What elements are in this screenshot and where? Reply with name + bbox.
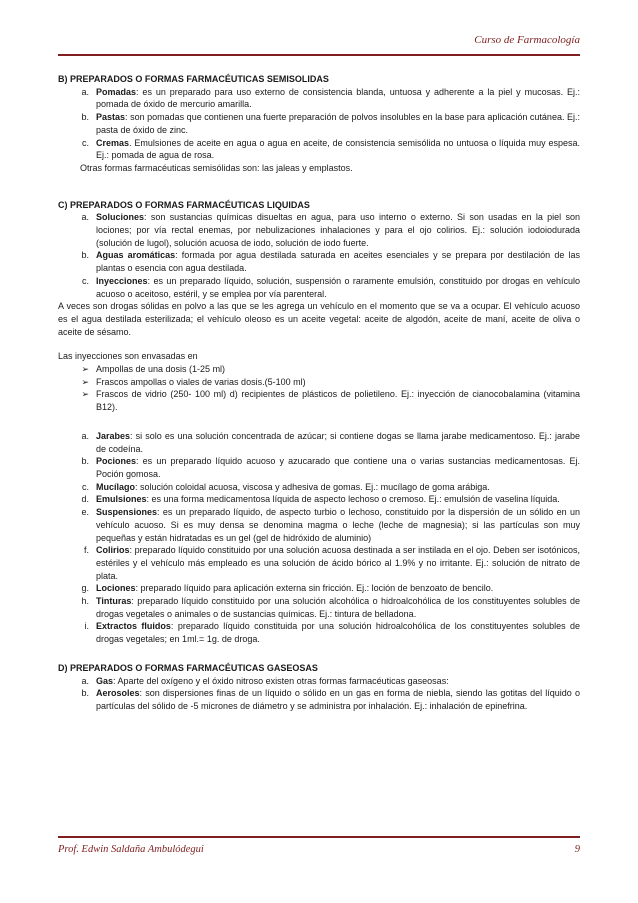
term: Pomadas (96, 86, 137, 97)
term: Extractos fluidos (96, 621, 171, 632)
bullet-text: Frascos de vidrio (250- 100 ml) d) recipientes de plásticos de polietileno. Ej.: inyección de cianocobalamina (vitamina B12). (96, 389, 580, 413)
page-number: 9 (574, 844, 580, 855)
definition: : preparado líquido constituida por una solución hidroalcohólica de los constituyentes solubles de drogas vegetales; en 1ml.= 1g. de droga. (96, 621, 581, 645)
definition: : son sustancias químicas disueltas en agua, para uso interno o externo. Si son usadas en la piel son lociones; por vía rectal enemas, por nebulizaciones inhalaciones y para el ojo colirios. Ej.: solución iodoiodurada (solución de lugol), solución acuosa de iodo, solución de iodo fuerte. (96, 212, 580, 248)
bullet-text: Frascos ampollas o viales de varias dosis.(5-100 ml) (96, 376, 306, 387)
list-item (58, 111, 580, 136)
list-marker: g. (81, 583, 89, 594)
section-b-title: B) PREPARADOS O FORMAS FARMACÉUTICAS SEMISOLIDAS (58, 74, 329, 84)
section-b-note: Otras formas farmacéuticas semisólidas son: las jaleas y emplastos. (80, 162, 353, 173)
list-item (58, 687, 580, 712)
term: Jarabes (96, 430, 131, 441)
page-header (58, 32, 580, 56)
definition: : si solo es una solución concentrada de azúcar; si contiene dogas se llama jarabe medicamentoso. Ej.: jarabe de codeína. (96, 430, 580, 454)
definition: : es un preparado líquido, de aspecto turbio o lechoso, constituido por la dispersión de un sólido en un vehículo acuoso. Si es muy densa se denomina magma o leche (leche de magnesia); si las partículas son muy pequeñas y están hidratadas es un gel (gel de hidróxido de aluminio) (96, 507, 580, 543)
list-item (58, 455, 580, 480)
definition: : preparado líquido constituido por una solución acuosa destinada a ser instilada en el ojo. Deben ser isotónicos, estériles y el vehículo más empleado es una solución de ácido bórico al 1.9% y no irritante. Ej.: solución de nitrato de plata. (96, 545, 580, 581)
page-content (58, 73, 580, 713)
list-item (58, 430, 580, 455)
list-marker: a. (81, 675, 89, 686)
term: Colirios (96, 545, 130, 556)
list-item (58, 544, 580, 582)
term: Tinturas (96, 596, 132, 607)
definition: . Emulsiones de aceite en agua o agua en aceite, de consistencia semisólida no untuosa o líquida muy espesa. Ej.: pomada de agua de rosa. (96, 137, 580, 161)
footer-author: Prof. Edwin Saldaña Ambulódegui (58, 844, 204, 855)
section-c-list-2 (58, 430, 580, 646)
list-item (58, 481, 580, 494)
definition: : preparado líquido constituido por una solución alcohólica o hidroalcohólica de los constituyentes solubles de drogas vegetales o animales o de sustancias químicas. Ej.: tintura de belladona. (96, 596, 580, 619)
term: Lociones (96, 583, 136, 594)
list-item (58, 506, 580, 544)
definition: : es una forma medicamentosa líquida de aspecto lechoso o cremoso. Ej.: emulsión de vaselina líquida. (146, 494, 560, 505)
list-item (58, 493, 580, 506)
list-marker: a. (81, 212, 89, 223)
term: Emulsiones (96, 494, 147, 505)
list-marker: h. (81, 596, 89, 607)
list-marker: e. (81, 507, 89, 518)
term: Mucílago (96, 481, 136, 492)
list-item (58, 675, 580, 688)
term: Soluciones (96, 212, 145, 223)
section-d-title: D) PREPARADOS O FORMAS FARMACÉUTICAS GASEOSAS (58, 662, 318, 673)
header-title: Curso de Farmacología (474, 34, 580, 46)
section-b-list (58, 86, 580, 162)
list-item (58, 582, 580, 595)
list-item (58, 86, 580, 111)
section-d-list (58, 675, 580, 713)
term: Aguas aromáticas (96, 250, 176, 261)
definition: : es un preparado para uso externo de consistencia blanda, untuosa y adherente a la piel y mucosas. Ej.: pomada de óxido de mercurio amarilla. (96, 86, 580, 110)
term: Aerosoles (96, 688, 140, 699)
list-item (58, 595, 580, 620)
list-marker: a. (81, 86, 89, 97)
definition: : Aparte del oxígeno y el óxido nitroso existen otras formas farmacéuticas gaseosas: (113, 675, 449, 686)
page-footer (58, 836, 580, 855)
definition: : son pomadas que contienen una fuerte preparación de polvos insolubles en la base para aplicación cutánea. Ej.: pasta de óxido de zinc. (96, 112, 580, 135)
section-c-title: C) PREPARADOS O FORMAS FARMACÉUTICAS LIQUIDAS (58, 199, 310, 210)
term: Pastas (96, 112, 126, 123)
section-c-list (58, 211, 580, 300)
term: Pociones (96, 456, 137, 467)
envasadas-bullets (58, 363, 580, 414)
list-item (58, 275, 580, 300)
list-item (58, 620, 580, 645)
list-marker: c. (81, 481, 89, 492)
list-marker: i. (84, 621, 89, 632)
definition: : es un preparado líquido, solución, suspensión o raramente emulsión, constituido por drogas en vehículo acuoso o aceitoso, estéril, y se emplea por vía parenteral. (96, 275, 580, 299)
bullet-item (58, 363, 580, 376)
definition: : es un preparado líquido acuoso y azucarado que contiene una o varias sustancias medicamentosas. Ej. Poción gomosa. (96, 456, 580, 479)
vehicle-paragraph: A veces son drogas sólidas en polvo a las que se les agrega un vehículo en el momento que se va a ocupar. El vehículo acuoso es el agua destilada esterilizada; el vehículo oleoso es un aceite vegetal: aceite de algodón, aceite de maní, aceite de oliva o aceite de sésamo. (58, 301, 580, 337)
definition: : son dispersiones finas de un líquido o sólido en un gas en forma de niebla, siendo las gotitas del líquido o partículas del sólido de -5 micrones de diámetro y se administra por inhalación. Ej.: inhalación de epinefrina. (96, 688, 580, 711)
definition: : solución coloidal acuosa, viscosa y adhesiva de gomas. Ej.: mucílago de goma arábiga. (135, 481, 490, 492)
bullet-arrow-icon: ➢ (81, 389, 89, 400)
bullet-item (58, 376, 580, 389)
definition: : formada por agua destilada saturada en aceites esenciales y se prepara por destilación de las plantas o esencia con agua destilada. (96, 250, 580, 274)
list-marker: f. (83, 545, 89, 556)
list-item (58, 249, 580, 274)
bullet-arrow-icon: ➢ (81, 376, 89, 387)
list-marker: c. (81, 275, 89, 286)
bullet-item (58, 388, 580, 413)
term: Cremas (96, 137, 130, 148)
definition: : preparado líquido para aplicación externa sin fricción. Ej.: loción de benzoato de bencilo. (135, 583, 494, 594)
list-marker: b. (81, 250, 89, 261)
list-marker: b. (81, 112, 89, 123)
term: Suspensiones (96, 507, 158, 518)
bullet-text: Ampollas de una dosis (1-25 ml) (96, 364, 226, 375)
list-marker: d. (81, 494, 89, 505)
list-item (58, 137, 580, 162)
list-item (58, 211, 580, 249)
list-marker: c. (81, 137, 89, 148)
list-marker: b. (81, 688, 89, 699)
term: Inyecciones (96, 275, 148, 286)
bullet-arrow-icon: ➢ (81, 364, 89, 375)
list-marker: a. (81, 430, 89, 441)
term: Gas (96, 675, 114, 686)
list-marker: b. (81, 456, 89, 467)
envasadas-intro: Las inyecciones son envasadas en (58, 351, 198, 362)
